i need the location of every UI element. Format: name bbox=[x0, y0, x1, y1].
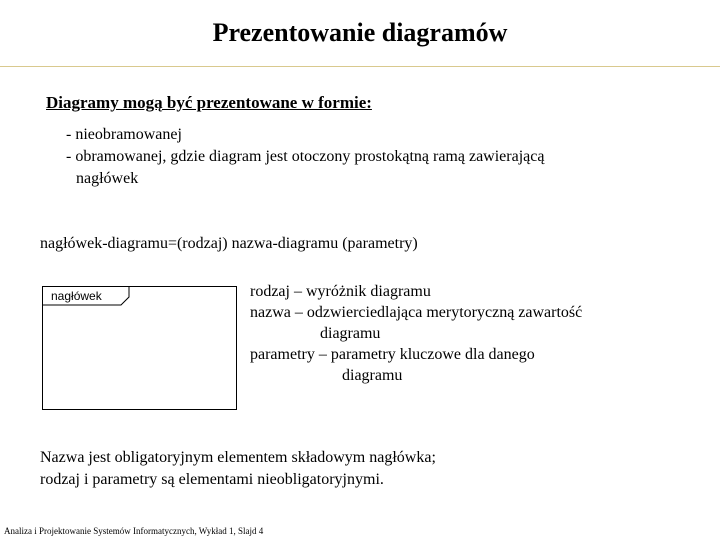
slide-title: Prezentowanie diagramów bbox=[212, 18, 508, 47]
bullet-list bbox=[66, 124, 686, 190]
definition-name-continuation: diagramu bbox=[320, 325, 381, 342]
header-syntax: nagłówek-diagramu=(rodzaj) nazwa-diagramu (parametry) bbox=[40, 235, 418, 252]
summary-note bbox=[40, 447, 680, 491]
diagram-frame-illustration bbox=[42, 286, 237, 410]
bullet-item-framed: - obramowanej, gdzie diagram jest otoczony prostokątną ramą zawierającą bbox=[66, 148, 545, 165]
bullet-item-unframed: - nieobramowanej bbox=[66, 126, 182, 143]
definition-kind: rodzaj – wyróżnik diagramu bbox=[250, 283, 431, 300]
bullet-item-framed-continuation: nagłówek bbox=[76, 170, 139, 187]
frame-header-tab bbox=[43, 287, 129, 305]
frame-tab-label: nagłówek bbox=[51, 289, 102, 303]
definition-parameters: parametry – parametry kluczowe dla danego bbox=[250, 346, 535, 363]
slide-footer: Analiza i Projektowanie Systemów Informatycznych, Wykład 1, Slajd 4 bbox=[4, 526, 264, 536]
definition-name: nazwa – odzwierciedlająca merytoryczną zawartość bbox=[250, 304, 583, 321]
summary-note-line-1: Nazwa jest obligatoryjnym elementem składowym nagłówka; bbox=[40, 449, 436, 466]
summary-note-line-2: rodzaj i parametry są elementami nieobligatoryjnymi. bbox=[40, 471, 384, 488]
definition-parameters-continuation: diagramu bbox=[342, 367, 403, 384]
definitions-list bbox=[250, 281, 670, 386]
subheading: Diagramy mogą być prezentowane w formie: bbox=[46, 93, 372, 112]
title-divider bbox=[0, 66, 720, 67]
